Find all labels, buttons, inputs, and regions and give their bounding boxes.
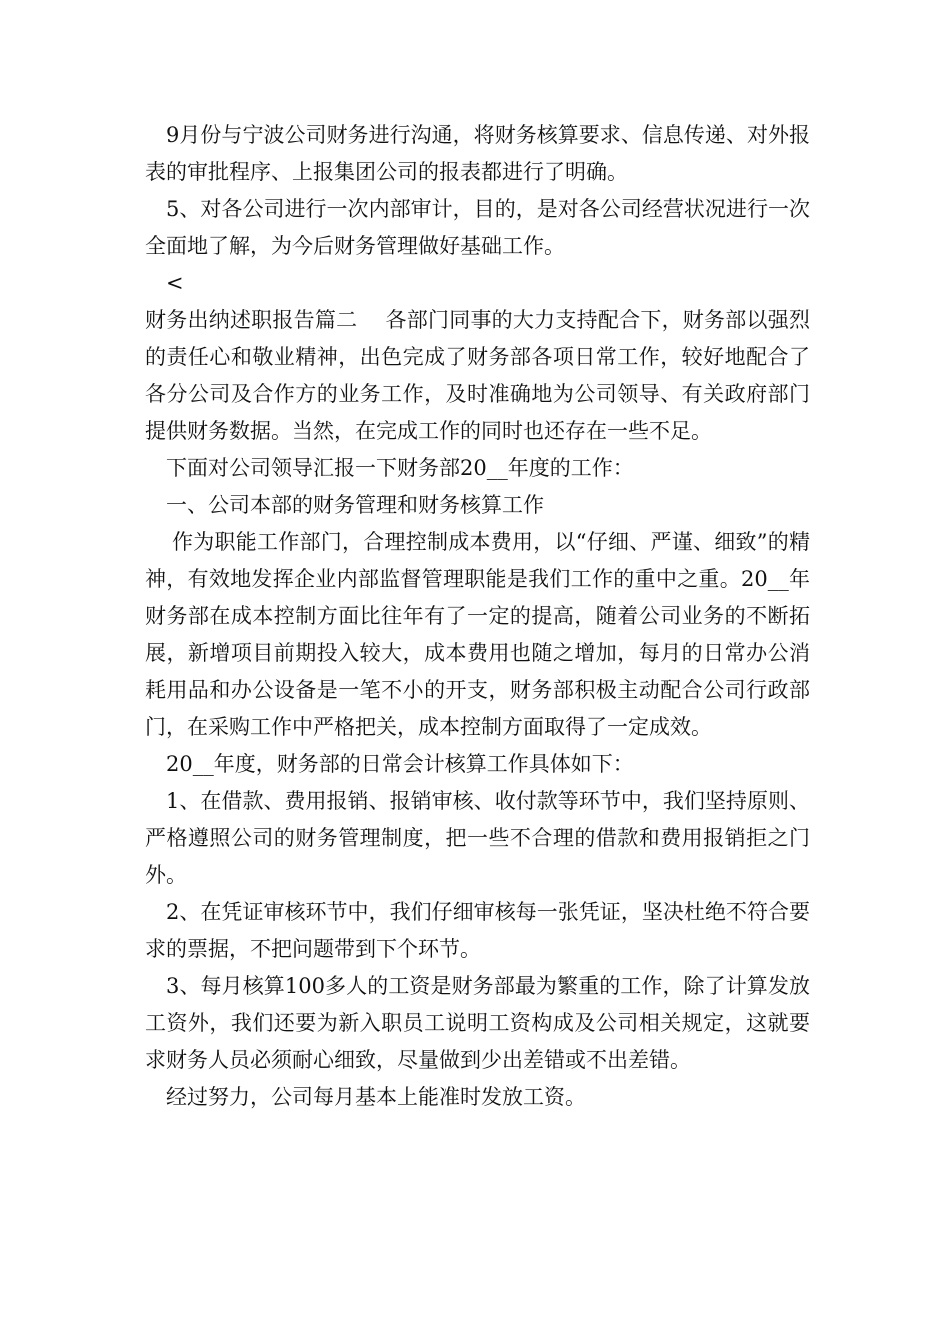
list-item: 1、在借款、费用报销、报销审核、收付款等环节中，我们坚持原则、严格遵照公司的财务管理制度，把一些不合理的借款和费用报销拒之门外。	[145, 789, 810, 887]
section-heading-paragraph: 财务出纳述职报告篇二 各部门同事的大力支持配合下，财务部以强烈的责任心和敬业精神，出色完成了财务部各项日常工作，较好地配合了各分公司及合作方的业务工作，及时准确地为公司领导、有关政府部门提供财务数据。当然，在完成工作的同时也还存在一些不足。	[145, 308, 810, 443]
list-item: 3、每月核算100多人的工资是财务部最为繁重的工作，除了计算发放工资外，我们还要为新入职员工说明工资构成及公司相关规定，这就要求财务人员必须耐心细致，尽量做到少出差错或不出差错。	[145, 974, 810, 1072]
paragraph: 作为职能工作部门，合理控制成本费用，以“仔细、严谨、细致”的精神，有效地发挥企业内部监督管理职能是我们工作的重中之重。20__年财务部在成本控制方面比往年有了一定的提高，随着公司业务的不断拓展，新增项目前期投入较大，成本费用也随之增加，每月的日常办公消耗用品和办公设备是一笔不小的开支，财务部积极主动配合公司行政部门，在采购工作中严格把关，成本控制方面取得了一定成效。	[145, 530, 810, 739]
paragraph: 9月份与宁波公司财务进行沟通，将财务核算要求、信息传递、对外报表的审批程序、上报集团公司的报表都进行了明确。	[145, 123, 810, 184]
paragraph: 20__年度，财务部的日常会计核算工作具体如下：	[166, 752, 634, 776]
paragraph: 经过努力，公司每月基本上能准时发放工资。	[166, 1085, 586, 1109]
list-item: 2、在凭证审核环节中，我们仔细审核每一张凭证，坚决杜绝不符合要求的票据，不把问题带到下个环节。	[145, 900, 810, 961]
paragraph: 下面对公司领导汇报一下财务部20__年度的工作：	[166, 456, 634, 480]
section-heading: 一、公司本部的财务管理和财务核算工作	[166, 493, 544, 517]
paragraph: <	[166, 271, 184, 295]
paragraph: 5、对各公司进行一次内部审计，目的，是对各公司经营状况进行一次全面地了解，为今后财务管理做好基础工作。	[145, 197, 810, 258]
document-body	[145, 117, 810, 1116]
